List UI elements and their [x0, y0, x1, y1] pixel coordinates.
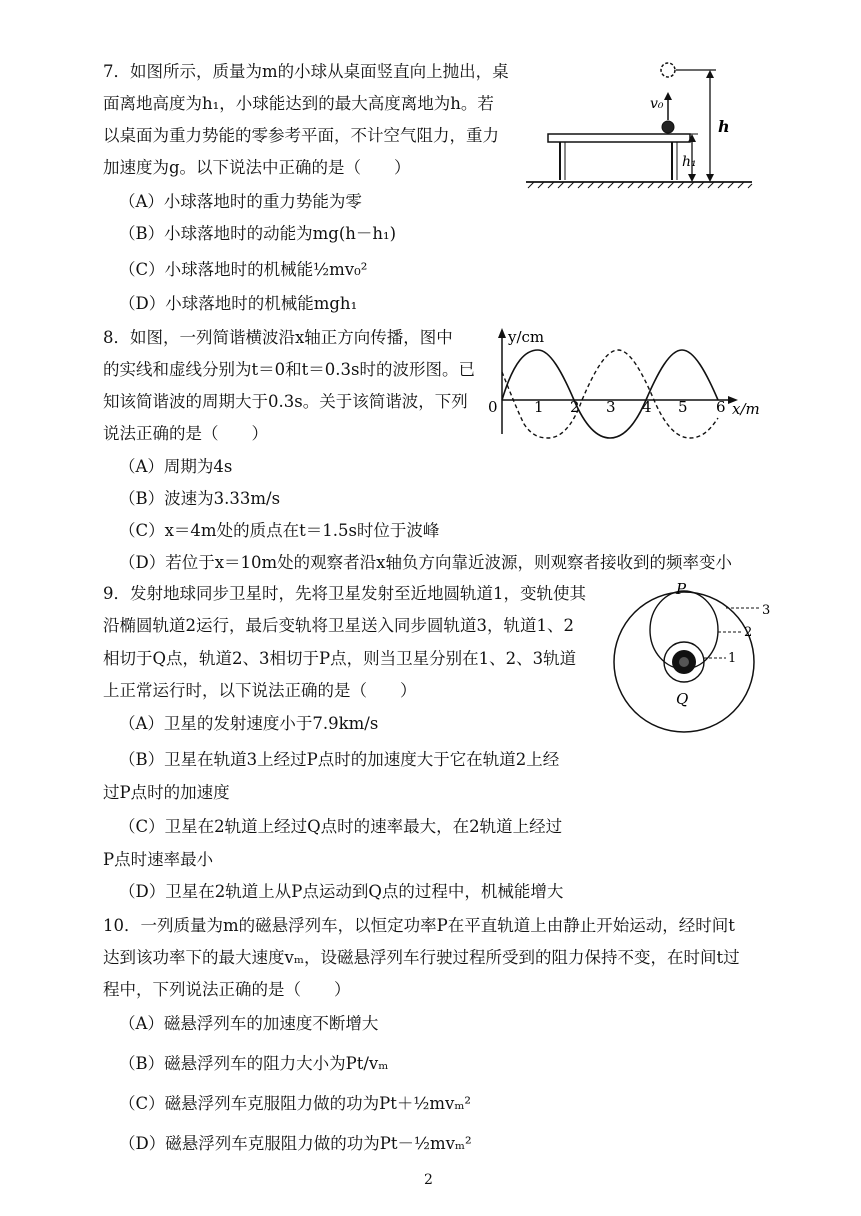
orbit-2-label: 2 [744, 625, 753, 640]
q10-stem-line-1: 10．一列质量为m的磁悬浮列车，以恒定功率P在平直轨道上由静止开始运动，经时间t [103, 916, 735, 935]
q7-option-d: （D）小球落地时的机械能mgh₁ [119, 294, 358, 313]
tick-5: 5 [678, 398, 688, 416]
q10-option-b: （B）磁悬浮列车的阻力大小为Pt/vₘ [119, 1054, 389, 1073]
q8-option-b: （B）波速为3.33m/s [119, 489, 281, 508]
q8-option-a: （A）周期为4s [119, 457, 233, 476]
orbit-1-label: 1 [728, 651, 737, 666]
x-axis-label: x/m [732, 400, 760, 418]
q7-stem-line-1: 7．如图所示，质量为m的小球从桌面竖直向上抛出，桌 [103, 62, 509, 81]
q9-stem-line-4: 上正常运行时，以下说法正确的是（ ） [103, 681, 417, 700]
q8-wave-figure [484, 322, 774, 442]
q9-stem-line-2: 沿椭圆轨道2运行，最后变轨将卫星送入同步圆轨道3，轨道1、2 [103, 616, 574, 635]
q8-stem-line-2: 的实线和虚线分别为t＝0和t＝0.3s时的波形图。已 [103, 360, 475, 379]
q7-option-b: （B）小球落地时的动能为mg(h－h₁) [119, 224, 397, 243]
q8-stem-line-1: 8．如图，一列简谐横波沿x轴正方向传播，图中 [103, 328, 453, 347]
y-axis-label: y/cm [508, 328, 545, 346]
q9-option-d: （D）卫星在2轨道上从P点运动到Q点的过程中，机械能增大 [119, 882, 564, 901]
q8-option-c: （C）x＝4m处的质点在t＝1.5s时位于波峰 [119, 521, 440, 540]
q10-option-a: （A）磁悬浮列车的加速度不断增大 [119, 1014, 379, 1033]
orbit-3-label: 3 [762, 603, 771, 618]
q9-option-b-line-1: （B）卫星在轨道3上经过P点时的加速度大于它在轨道2上经 [119, 750, 560, 769]
h-label: h [718, 117, 730, 136]
tick-4: 4 [642, 398, 652, 416]
q10-option-d: （D）磁悬浮列车克服阻力做的功为Pt－½mvₘ² [119, 1134, 472, 1153]
q9-stem-line-3: 相切于Q点，轨道2、3相切于P点，则当卫星分别在1、2、3轨道 [103, 649, 577, 668]
q9-orbit-figure [608, 580, 778, 738]
tick-2: 2 [570, 398, 580, 416]
q7-stem-line-3: 以桌面为重力势能的零参考平面，不计空气阻力，重力 [103, 126, 499, 145]
ball [662, 121, 674, 133]
q9-option-a: （A）卫星的发射速度小于7.9km/s [119, 714, 379, 733]
tick-6: 6 [716, 398, 726, 416]
q9-option-b-line-2: 过P点时的加速度 [103, 783, 230, 802]
ball-max-height [661, 63, 675, 77]
point-p-label: P [676, 580, 687, 598]
h1-label: h₁ [682, 154, 697, 170]
page-number: 2 [424, 1172, 433, 1188]
q8-stem-line-3: 知该简谐波的周期大于0.3s。关于该简谐波，下列 [103, 392, 468, 411]
q9-option-c-line-2: P点时速率最小 [103, 850, 214, 869]
q7-stem-line-4: 加速度为g。以下说法中正确的是（ ） [103, 158, 411, 177]
q9-stem-line-1: 9．发射地球同步卫星时，先将卫星发射至近地圆轨道1，变轨使其 [103, 584, 586, 603]
q7-option-c: （C）小球落地时的机械能½mv₀² [119, 260, 368, 279]
q7-stem-line-2: 面离地高度为h₁，小球能达到的最大高度离地为h。若 [103, 94, 494, 113]
point-q-label: Q [676, 690, 689, 708]
v0-label: v₀ [650, 96, 664, 112]
q8-option-d: （D）若位于x＝10m处的观察者沿x轴负方向靠近波源，则观察者接收到的频率变小 [119, 553, 732, 572]
q7-figure [520, 56, 760, 196]
q7-option-a: （A）小球落地时的重力势能为零 [119, 192, 362, 211]
tick-0: 0 [488, 398, 498, 416]
q10-stem-line-3: 程中，下列说法正确的是（ ） [103, 980, 351, 999]
q10-option-c: （C）磁悬浮列车克服阻力做的功为Pt＋½mvₘ² [119, 1094, 472, 1113]
q10-stem-line-2: 达到该功率下的最大速度vₘ，设磁悬浮列车行驶过程所受到的阻力保持不变，在时间t过 [103, 948, 740, 967]
tick-3: 3 [606, 398, 616, 416]
table-top [548, 134, 690, 142]
tick-1: 1 [534, 398, 544, 416]
q9-option-c-line-1: （C）卫星在2轨道上经过Q点时的速率最大，在2轨道上经过 [119, 817, 563, 836]
q8-stem-line-4: 说法正确的是（ ） [103, 424, 268, 443]
wave-t0-solid [502, 350, 718, 438]
wave-t03-dashed [502, 350, 718, 438]
